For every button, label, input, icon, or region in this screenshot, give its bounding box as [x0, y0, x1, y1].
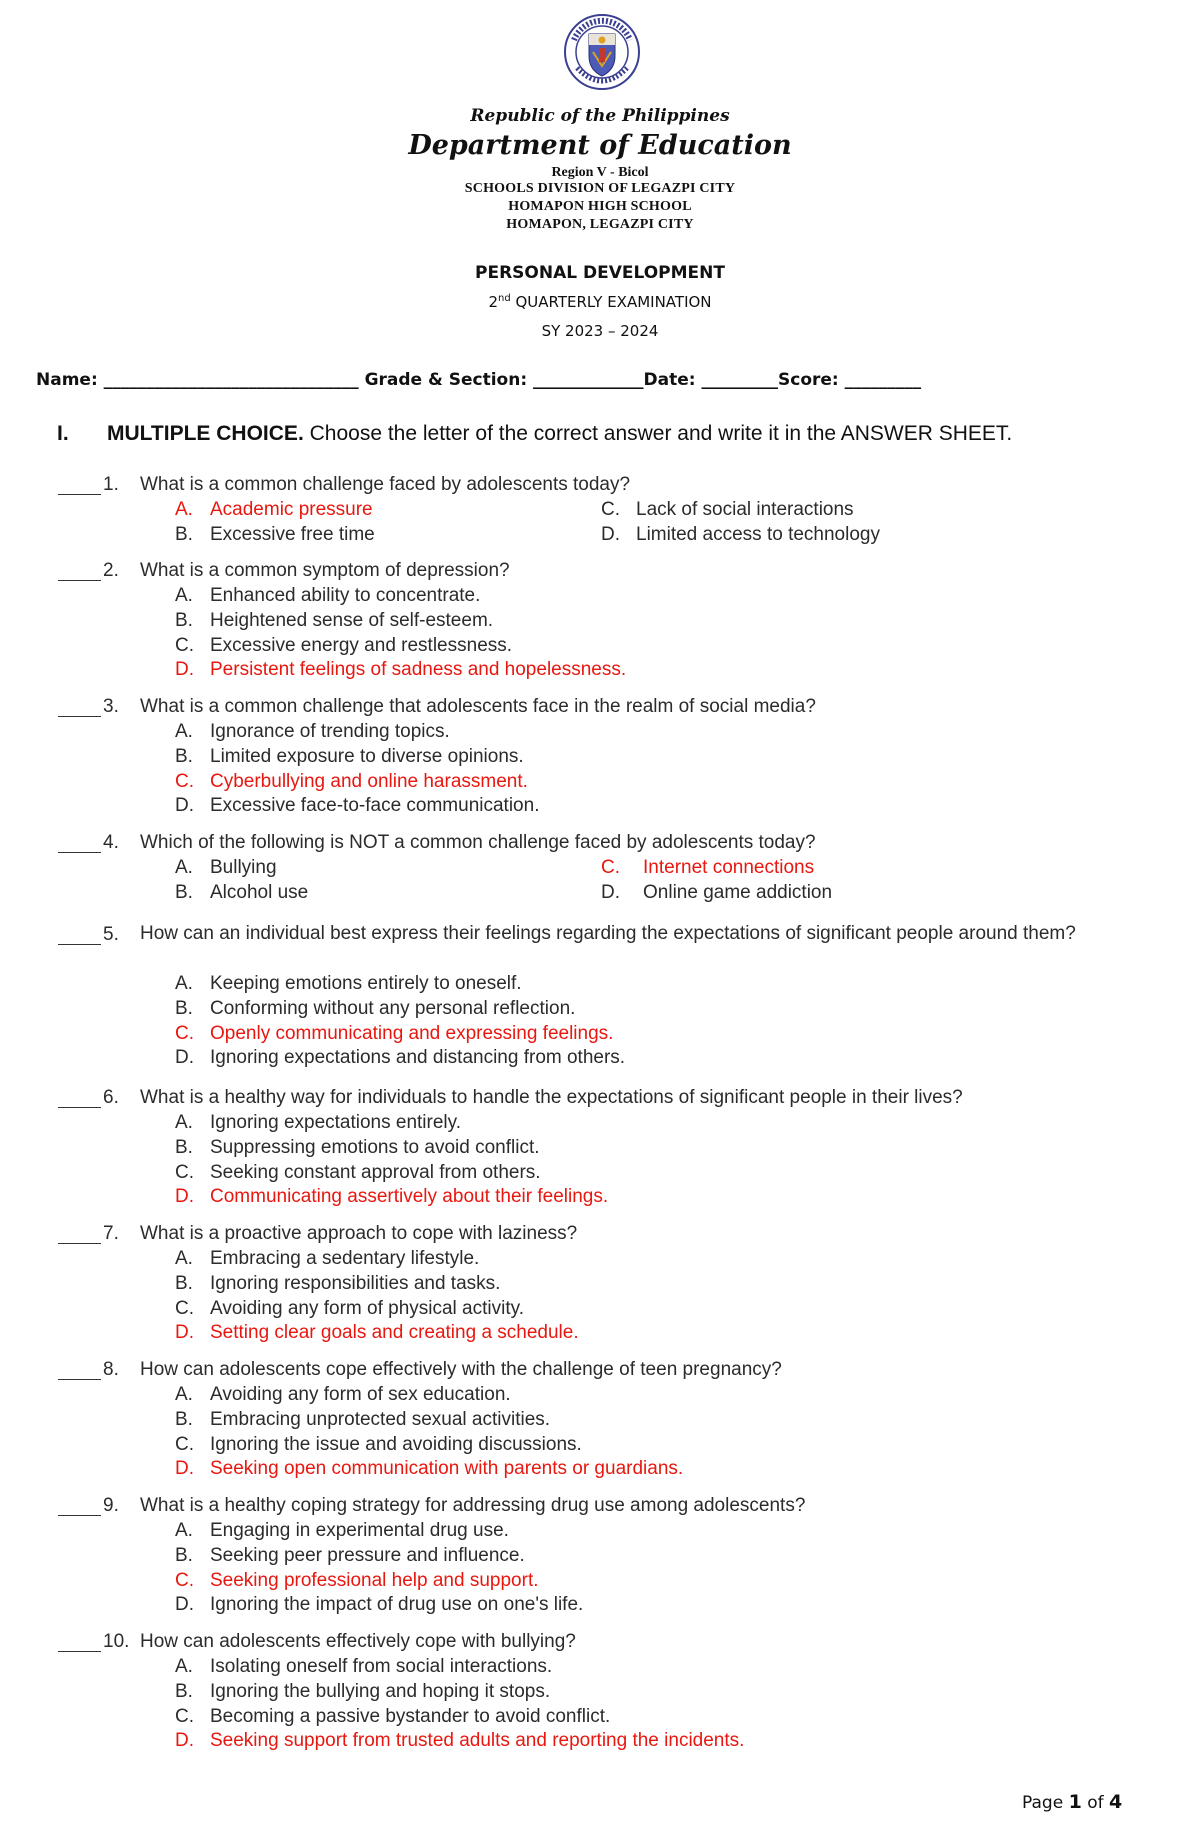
answer-option	[175, 996, 575, 1021]
answer-option	[175, 657, 626, 682]
section-instruction: Choose the letter of the correct answer and write it in the ANSWER SHEET.	[309, 422, 1013, 445]
question-text: What is a proactive approach to cope with laziness?	[140, 1223, 578, 1244]
answer-option	[175, 1543, 525, 1568]
answer-option	[175, 1271, 500, 1296]
option-letter: D.	[601, 881, 620, 903]
option-letter: A.	[175, 973, 193, 994]
option-letter: A.	[175, 585, 193, 606]
answer-option	[175, 1246, 479, 1271]
answer-option	[175, 1407, 550, 1432]
question-number: 5.	[103, 924, 119, 945]
answer-option	[175, 1432, 582, 1457]
option-letter: A.	[175, 857, 193, 878]
option-letter: D.	[175, 1047, 194, 1069]
question-text: Which of the following is NOT a common challenge faced by adolescents today?	[140, 832, 816, 853]
answer-option	[175, 497, 373, 522]
question-number: 1.	[103, 474, 119, 495]
option-text: Limited access to technology	[636, 523, 880, 545]
question-number: 2.	[103, 560, 119, 581]
answer-option	[175, 608, 493, 633]
question-item	[0, 1085, 1200, 1208]
answer-option	[175, 1592, 583, 1617]
option-text: Ignoring the issue and avoiding discussions.	[210, 1433, 582, 1455]
option-text: Academic pressure	[210, 499, 373, 520]
option-letter: A.	[175, 1656, 193, 1677]
answer-option	[175, 1382, 511, 1407]
school-name: HOMAPON HIGH SCHOOL	[508, 199, 692, 214]
option-text: Isolating oneself from social interactions.	[210, 1656, 553, 1677]
option-letter: D.	[175, 659, 194, 681]
question-line	[0, 558, 1200, 583]
question-number: 6.	[103, 1087, 119, 1108]
question-text: What is a healthy coping strategy for addressing drug use among adolescents?	[140, 1495, 806, 1516]
option-text: Conforming without any personal reflection.	[210, 997, 576, 1019]
option-letter: C.	[601, 857, 620, 878]
option-text: Engaging in experimental drug use.	[210, 1520, 509, 1541]
question-number: 10.	[103, 1631, 130, 1652]
question-text: How can an individual best express their feelings regarding the expectations of significant people around them?	[140, 923, 1076, 944]
option-text: Limited exposure to diverse opinions.	[210, 745, 524, 767]
option-letter: C.	[175, 1433, 194, 1455]
page-footer	[1022, 1791, 1122, 1813]
question-item	[0, 830, 1200, 903]
option-letter: B.	[175, 997, 193, 1019]
exam-title	[0, 293, 1200, 311]
option-text: Seeking support from trusted adults and reporting the incidents.	[210, 1730, 745, 1752]
question-line	[0, 1357, 1200, 1382]
answer-option	[175, 1160, 541, 1185]
option-letter: B.	[175, 1680, 193, 1702]
option-letter: D.	[175, 1186, 194, 1208]
option-text: Avoiding any form of physical activity.	[210, 1297, 524, 1319]
section-number: I.	[57, 422, 69, 445]
answer-blank	[58, 1224, 101, 1244]
answer-option	[175, 769, 528, 794]
answer-option	[175, 1568, 539, 1593]
question-number: 7.	[103, 1223, 119, 1244]
option-text: Alcohol use	[210, 881, 309, 903]
option-letter: C.	[175, 770, 194, 792]
option-text: Ignoring expectations and distancing from others.	[210, 1047, 626, 1069]
question-text: What is a common challenge that adolescents face in the realm of social media?	[140, 696, 816, 717]
exam-title-text: QUARTERLY EXAMINATION	[515, 293, 712, 311]
answer-option	[601, 880, 832, 905]
answer-blank	[58, 1360, 101, 1380]
answer-option	[175, 1518, 509, 1543]
option-text: Suppressing emotions to avoid conflict.	[210, 1136, 540, 1158]
option-text: Excessive face-to-face communication.	[210, 795, 540, 817]
option-text: Keeping emotions entirely to oneself.	[210, 973, 522, 994]
answer-option	[175, 1184, 608, 1209]
option-text: Setting clear goals and creating a schedule.	[210, 1322, 579, 1344]
option-letter: C.	[175, 1297, 194, 1319]
answer-blank	[58, 1496, 101, 1516]
option-letter: D.	[175, 1458, 194, 1480]
option-text: Lack of social interactions	[636, 499, 854, 520]
option-letter: D.	[175, 1594, 194, 1616]
option-text: Online game addiction	[643, 881, 833, 903]
option-letter: A.	[175, 1112, 193, 1133]
option-letter: A.	[175, 1520, 193, 1541]
option-letter: B.	[175, 745, 193, 767]
question-line	[0, 1493, 1200, 1518]
question-number: 4.	[103, 832, 119, 853]
question-number: 9.	[103, 1495, 119, 1516]
option-letter: D.	[175, 1322, 194, 1344]
option-text: Cyberbullying and online harassment.	[210, 770, 528, 792]
option-text: Becoming a passive bystander to avoid conflict.	[210, 1705, 611, 1727]
page-word: Page	[1022, 1793, 1064, 1813]
option-text: Internet connections	[643, 857, 815, 878]
answer-blank	[58, 561, 101, 581]
of-word: of	[1087, 1793, 1104, 1813]
option-text: Communicating assertively about their feelings.	[210, 1186, 609, 1208]
option-letter: B.	[175, 1544, 193, 1566]
exam-ordinal: 2	[488, 293, 498, 311]
answer-option	[175, 793, 539, 818]
answer-option	[175, 1021, 613, 1046]
option-letter: D.	[175, 1730, 194, 1752]
option-letter: C.	[175, 1161, 194, 1183]
question-item	[0, 1629, 1200, 1752]
option-text: Seeking constant approval from others.	[210, 1161, 541, 1183]
option-letter: C.	[601, 499, 620, 520]
option-letter: A.	[175, 721, 193, 742]
answer-option	[601, 855, 814, 880]
answer-option	[175, 522, 375, 547]
answer-option	[175, 1110, 461, 1135]
department-heading: Department of Education	[408, 130, 792, 161]
answer-option	[175, 1296, 524, 1321]
page-total: 4	[1109, 1791, 1123, 1813]
school-year: SY 2023 – 2024	[541, 322, 659, 340]
option-text: Openly communicating and expressing feelings.	[210, 1022, 614, 1044]
answer-option	[175, 719, 450, 744]
question-line	[0, 694, 1200, 719]
option-text: Ignoring responsibilities and tasks.	[210, 1272, 501, 1294]
answer-option	[175, 1728, 744, 1753]
question-number: 8.	[103, 1359, 119, 1380]
student-info-line: Name: ______________________________ Grade & Section: _____________Date: _________Score: _________	[36, 370, 922, 390]
question-number: 3.	[103, 696, 119, 717]
answer-option	[175, 1456, 683, 1481]
question-line	[0, 472, 1200, 497]
option-text: Seeking peer pressure and influence.	[210, 1544, 525, 1566]
answer-blank	[58, 475, 101, 495]
answer-blank	[58, 925, 101, 945]
question-item	[0, 1357, 1200, 1480]
answer-blank	[58, 833, 101, 853]
option-text: Enhanced ability to concentrate.	[210, 585, 481, 606]
question-text: What is a healthy way for individuals to handle the expectations of significant people in their lives?	[140, 1087, 963, 1108]
question-item	[0, 472, 1200, 545]
answer-option	[175, 1704, 610, 1729]
option-letter: B.	[175, 523, 193, 545]
page-current: 1	[1068, 1791, 1082, 1813]
answer-option	[175, 1135, 540, 1160]
option-letter: B.	[175, 881, 193, 903]
option-text: Heightened sense of self-esteem.	[210, 609, 494, 631]
republic-heading: Republic of the Philippines	[470, 106, 730, 126]
region-text: Region V - Bicol	[551, 165, 649, 180]
question-item	[0, 558, 1200, 681]
option-letter: C.	[175, 1569, 194, 1591]
answer-option	[175, 583, 480, 608]
school-address: HOMAPON, LEGAZPI CITY	[506, 217, 694, 232]
answer-option	[175, 1045, 625, 1070]
question-item	[0, 1221, 1200, 1344]
option-text: Ignorance of trending topics.	[210, 721, 450, 742]
section-title: MULTIPLE CHOICE.	[107, 422, 304, 445]
answer-option	[175, 1679, 550, 1704]
answer-option	[175, 633, 512, 658]
option-letter: D.	[175, 795, 194, 817]
question-line	[0, 830, 1200, 855]
answer-option	[175, 855, 277, 880]
answer-option	[601, 522, 880, 547]
question-item	[0, 922, 1200, 1069]
option-text: Avoiding any form of sex education.	[210, 1384, 511, 1405]
option-letter: C.	[175, 1022, 194, 1044]
section-heading	[57, 422, 1012, 446]
option-letter: C.	[175, 634, 194, 656]
question-text: How can adolescents effectively cope with bullying?	[140, 1631, 576, 1652]
question-text: What is a common challenge faced by adolescents today?	[140, 474, 631, 495]
option-text: Ignoring expectations entirely.	[210, 1112, 462, 1133]
answer-blank	[58, 697, 101, 717]
option-text: Ignoring the impact of drug use on one's life.	[210, 1594, 584, 1616]
option-letter: A.	[175, 1384, 193, 1405]
option-letter: B.	[175, 1272, 193, 1294]
option-text: Ignoring the bullying and hoping it stops.	[210, 1680, 551, 1702]
option-text: Persistent feelings of sadness and hopelessness.	[210, 659, 627, 681]
answer-option	[175, 744, 524, 769]
option-text: Excessive free time	[210, 523, 375, 545]
question-line	[0, 922, 1200, 947]
subject-title: PERSONAL DEVELOPMENT	[475, 263, 725, 283]
exam-ordinal-suffix: nd	[498, 293, 511, 304]
option-text: Excessive energy and restlessness.	[210, 634, 513, 656]
deped-seal-logo	[563, 10, 641, 100]
answer-option	[175, 1654, 552, 1679]
option-text: Seeking open communication with parents or guardians.	[210, 1458, 684, 1480]
option-letter: B.	[175, 1408, 193, 1430]
option-text: Embracing unprotected sexual activities.	[210, 1408, 551, 1430]
answer-blank	[58, 1088, 101, 1108]
question-item	[0, 1493, 1200, 1616]
option-text: Seeking professional help and support.	[210, 1569, 539, 1591]
division-text: SCHOOLS DIVISION OF LEGAZPI CITY	[464, 181, 736, 196]
option-text: Embracing a sedentary lifestyle.	[210, 1248, 480, 1269]
answer-option	[175, 880, 308, 905]
answer-option	[175, 971, 522, 996]
question-line	[0, 1629, 1200, 1654]
answer-option	[175, 1320, 579, 1345]
answer-option	[601, 497, 854, 522]
question-text: What is a common symptom of depression?	[140, 560, 510, 581]
option-letter: B.	[175, 1136, 193, 1158]
option-letter: B.	[175, 609, 193, 631]
option-letter: C.	[175, 1705, 194, 1727]
question-text: How can adolescents cope effectively with the challenge of teen pregnancy?	[140, 1359, 782, 1380]
option-letter: A.	[175, 499, 193, 520]
question-line	[0, 1221, 1200, 1246]
question-item	[0, 694, 1200, 817]
answer-blank	[58, 1632, 101, 1652]
option-letter: A.	[175, 1248, 193, 1269]
option-text: Bullying	[210, 857, 277, 878]
option-letter: D.	[601, 523, 620, 545]
question-line	[0, 1085, 1200, 1110]
